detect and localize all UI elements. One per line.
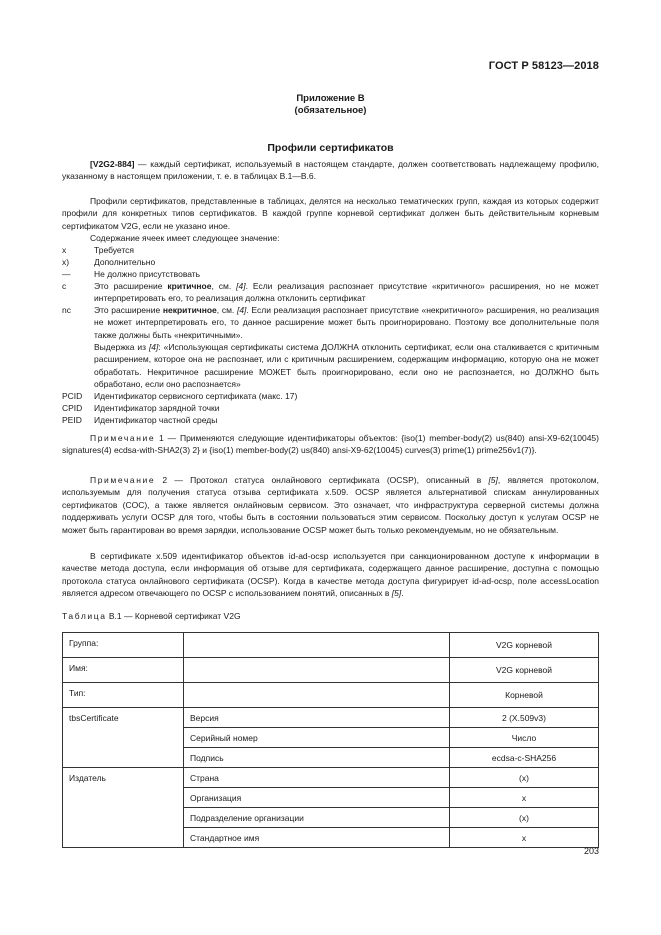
table-cell: Издатель — [63, 768, 184, 848]
table-cell: Стандартное имя — [184, 828, 450, 848]
legend-code: PEID — [62, 415, 82, 425]
table-title: В.1 — Корневой сертификат V2G — [106, 611, 241, 621]
table-cell: Корневой — [450, 683, 599, 708]
legend-code: x — [62, 245, 67, 255]
table-cell: Организация — [184, 788, 450, 808]
table-row — [63, 633, 599, 658]
section-title: Профили сертификатов — [267, 142, 394, 154]
table-row — [63, 768, 599, 788]
annex-subtitle: (обязательное) — [294, 105, 367, 116]
note-2: Примечание 2 — Протокол статуса онлайнового сертификата (OCSP), описанный в [5], является протоколом, используемым для получения статуса отзыва сертификата x.509. OCSP является альтернативой спискам аннулированных сертификатов (COC), а также является онлайновым сервисом. Это означает, что инфраструктура серверной системы должна поддерживать услуги OCSP для того, чтобы быть в состоянии пользоваться этим сервисом. Поскольку доступ к услугам OCSP не может быть гарантирован во время зарядки, использование OCSP может быть только рекомендуемым, но не обязательным. — [62, 475, 600, 535]
legend-code: CPID — [62, 403, 83, 413]
legend-code: PCID — [62, 391, 83, 401]
table-cell — [184, 658, 450, 683]
reference: [5] — [391, 588, 402, 599]
note-1-text: — Применяются следующие идентификаторы объектов: {iso(1) member-body(2) us(840) ansi-X9-62(10045) signatures(4) ecdsa-with-SHA2(3) 2} и {iso(1) member-body(2) us(840) ansi-X9-62(10045) curves(3) prime(1) prime256v1(7)}. — [62, 433, 599, 456]
table-cell: (x) — [450, 768, 599, 788]
annex-heading — [0, 93, 661, 117]
table-cell: 2 (X.509v3) — [450, 708, 599, 728]
legend-text: Идентификатор частной среды — [94, 415, 218, 425]
page-number: 203 — [583, 846, 599, 856]
table-cell: x — [450, 828, 599, 848]
reference: [4] — [148, 342, 159, 352]
legend-excerpt — [62, 341, 599, 391]
document-standard-number: ГОСТ Р 58123—2018 — [488, 60, 599, 72]
note-1: Примечание 1 — Применяются следующие идентификаторы объектов: {iso(1) member-body(2) us(840) ansi-X9-62(10045) signatures(4) ecdsa-with-SHA2(3) 2} и {iso(1) member-body(2) us(840) ansi-X9-62(10045) curves(3) prime(1) prime256v1(7)}. — [62, 433, 599, 456]
table-cell: (x) — [450, 808, 599, 828]
intro-paragraph-1 — [62, 158, 599, 183]
legend-row-x — [62, 244, 599, 256]
table-cell: ecdsa-c-SHA256 — [450, 748, 599, 768]
table-cell — [184, 683, 450, 708]
table-cell: V2G корневой — [450, 658, 599, 683]
legend-text: Требуется — [94, 245, 135, 255]
legend-code: — — [62, 269, 71, 279]
reference: [4] — [236, 281, 246, 291]
note-label: Примечание — [90, 475, 156, 485]
table-cell: tbsCertificate — [63, 708, 184, 768]
legend-row-optional — [62, 256, 599, 268]
table-cell — [184, 633, 450, 658]
reference: [4] — [236, 305, 247, 315]
legend-text: Не должно присутствовать — [94, 269, 201, 279]
root-certificate-table — [62, 632, 599, 848]
note-2-text: , является протоколом, используемым для получения статуса отзыва сертификата x.509. OCSP является альтернативой спискам аннулированных сертификатов (COC), а также является онлайновым сервисом. Это означает, что инфраструктура серверной системы должна поддерживать услуги OCSP для того, чтобы быть в состоянии пользоваться этим сервисом. Поскольку доступ к услугам OCSP не может быть гарантирован во время зарядки, использование OCSP может быть только рекомендуемым, но не обязательным. — [62, 475, 600, 535]
table-row — [63, 683, 599, 708]
excerpt-text: Выдержка из [4]: «Использующая сертификаты система ДОЛЖНА отклонить сертификат, если она сталкивается с критичным расширением, которое она не распознает, или с критичным расширением, содержащим информацию, которую она не может обработать. Некритичное расширение МОЖЕТ быть проигнорировано, если оно не распознается, но ДОЛЖНО быть обработано, если оно распознается» — [94, 342, 599, 390]
noncritical-term: некритичное — [162, 305, 217, 315]
note-label: Примечание — [90, 433, 156, 443]
table-cell: Страна — [184, 768, 450, 788]
ocsp-paragraph: В сертификате x.509 идентификатор объектов id-ad-ocsp используется при санкционированном доступе к информации в качестве метода доступа, если информация об отзыве для сертификата, содержащего данное расширение, доступна с помощью протокола статуса онлайнового сертификата (OCSP). Когда в качестве метода доступа фигурирует id-ad-ocsp, поле accessLocation является адресом отвечающего по OCSP с использованием понятий, описанных в [5]. — [62, 551, 599, 599]
legend-row-absent — [62, 268, 599, 280]
table-cell: x — [450, 788, 599, 808]
intro-paragraph-3: Содержание ячеек имеет следующее значение: — [90, 233, 280, 243]
legend-text: Это расширение некритичное, см. [4]. Если реализация распознает присутствие «некритичного» расширения, но реализация не может интерпретировать его, то данное расширение может быть проигнорировано. Поэтому все дополнительные поля также должны быть «некритичными». — [94, 305, 599, 340]
legend-code: nc — [62, 305, 71, 315]
requirement-ref: [V2G2-884] — [90, 159, 135, 169]
table-cell: Подразделение организации — [184, 808, 450, 828]
table-cell: Имя: — [63, 658, 184, 683]
legend-text: Идентификатор зарядной точки — [94, 403, 220, 413]
table-cell: Подпись — [184, 748, 450, 768]
legend-row-critical — [62, 280, 599, 305]
intro-paragraph-2: Профили сертификатов, представленные в таблицах, делятся на несколько тематических групп, каждая из которых содержит профили для конкретных типов сертификатов. В каждой группе корневой сертификат должен быть действительным корневым сертификатом V2G, если не указано иное. — [62, 196, 599, 231]
legend-row-noncritical — [62, 304, 599, 341]
table-cell: Число — [450, 728, 599, 748]
legend-text: Это расширение критичное, см. [4]. Если реализация распознает присутствие «критичного» расширения, но не может интерпретировать его, то реализация должна отклонить сертификат — [94, 281, 599, 304]
table-cell: Версия — [184, 708, 450, 728]
legend-code: c — [62, 281, 67, 291]
table-row — [63, 658, 599, 683]
legend-text: Идентификатор сервисного сертификата (макс. 17) — [94, 391, 298, 401]
table-cell: Группа: — [63, 633, 184, 658]
legend-row-peid — [62, 414, 599, 426]
table-cell: Тип: — [63, 683, 184, 708]
table-caption — [62, 611, 241, 621]
annex-title: Приложение В — [296, 93, 365, 104]
table-cell: V2G корневой — [450, 633, 599, 658]
table-label: Таблица — [62, 611, 107, 621]
critical-term: критичное — [167, 281, 212, 291]
intro-text-1: — каждый сертификат, используемый в настоящем стандарте, должен соответствовать надлежащему профилю, указанному в настоящем приложении, т. е. в таблицах В.1—В.6. — [62, 159, 599, 182]
table-row — [63, 708, 599, 728]
legend-text: Дополнительно — [94, 257, 156, 267]
table-cell: Серийный номер — [184, 728, 450, 748]
legend-row-pcid — [62, 390, 599, 402]
legend-code: x) — [62, 257, 70, 267]
legend-row-cpid — [62, 402, 599, 414]
reference: [5] — [488, 475, 498, 485]
